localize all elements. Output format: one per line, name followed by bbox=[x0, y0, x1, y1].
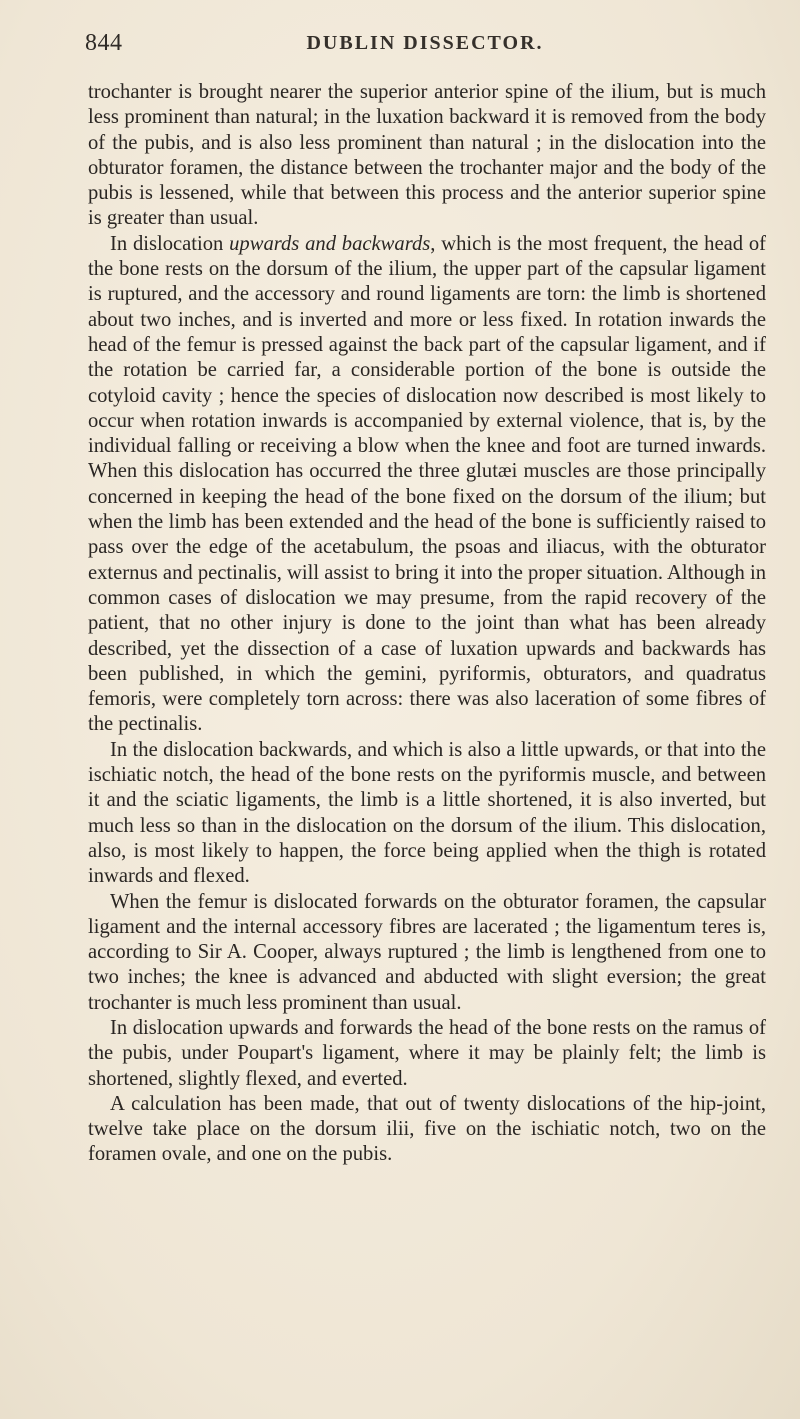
text-run: When the femur is dislocated forwards on the obturator foramen, the capsular ligament and the internal accessory fibres are lacerated ; the ligamentum teres is, according to Sir A. Cooper, always ruptured ; the limb is lengthened from one to two inches; the knee is advanced and abducted with slight eversion; the great trochanter is much less prominent than usual. bbox=[88, 890, 766, 1014]
paragraph bbox=[88, 1092, 766, 1168]
paragraph bbox=[88, 232, 766, 738]
italic-phrase: upwards and backwards bbox=[229, 232, 431, 255]
body-text bbox=[88, 80, 766, 1168]
text-run: In dislocation upwards and forwards the head of the bone rests on the ramus of the pubis, under Poupart's ligament, where it may be plainly felt; the limb is shortened, slightly flexed, and everted. bbox=[88, 1016, 766, 1090]
paragraph bbox=[88, 1016, 766, 1092]
text-run: trochanter is brought nearer the superior anterior spine of the ilium, but is much less prominent than natural; in the luxation backward it is removed from the body of the pubis, and is also less prominent than natural ; in the dislocation into the obturator foramen, the distance between the trochanter major and the body of the pubis is lessened, while that between this process and the anterior superior spine is greater than usual. bbox=[88, 81, 766, 230]
text-run: In dislocation bbox=[110, 232, 230, 255]
text-run: In the dislocation backwards, and which is also a little upwards, or that into the ischiatic notch, the head of the bone rests on the pyriformis muscle, and between it and the sciatic ligaments, the limb is a little shortened, it is also inverted, but much less so than in the dislocation on the dorsum of the ilium. This dislocation, also, is most likely to happen, the force being applied when the thigh is rotated inwards and flexed. bbox=[88, 738, 766, 888]
running-title: DUBLIN DISSECTOR. bbox=[306, 32, 544, 54]
running-head bbox=[85, 30, 765, 64]
paragraph bbox=[88, 738, 766, 890]
text-run: A calculation has been made, that out of twenty dislocations of the hip-joint, twelve take place on the dorsum ilii, five on the ischiatic notch, two on the foramen ovale, and one on the pubis. bbox=[88, 1092, 766, 1166]
page-number: 844 bbox=[85, 30, 123, 56]
paragraph bbox=[88, 890, 766, 1016]
paragraph bbox=[88, 80, 766, 232]
text-run: , which is the most frequent, the head of the bone rests on the dorsum of the ilium, the upper part of the capsular ligament is ruptured, and the accessory and round ligaments are torn: the limb is shortened about two inches, and is inverted and more or less fixed. In rotation inwards the head of the femur is pressed against the back part of the capsular ligament, and if the rotation be carried far, a considerable portion of the bone is outside the cotyloid cavity ; hence the species of dislocation now described is most likely to occur when rotation inwards is accompanied by external violence, that is, by the individual falling or receiving a blow when the knee and foot are turned inwards. When this dislocation has occurred the three glutæi muscles are those principally concerned in keeping the head of the bone fixed on the dorsum of the ilium; but when the limb has been extended and the head of the bone is sufficiently raised to pass over the edge of the acetabulum, the psoas and iliacus, with the obturator externus and pectinalis, will assist to bring it into the proper situation. Although in common cases of dislocation we may presume, from the rapid recovery of the patient, that no other injury is done to the joint than what has been already described, yet the dissection of a case of luxation upwards and backwards has been published, in which the gemini, pyriformis, obturators, and quadratus femoris, were completely torn across: there was also laceration of some fibres of the pectinalis. bbox=[88, 232, 766, 736]
